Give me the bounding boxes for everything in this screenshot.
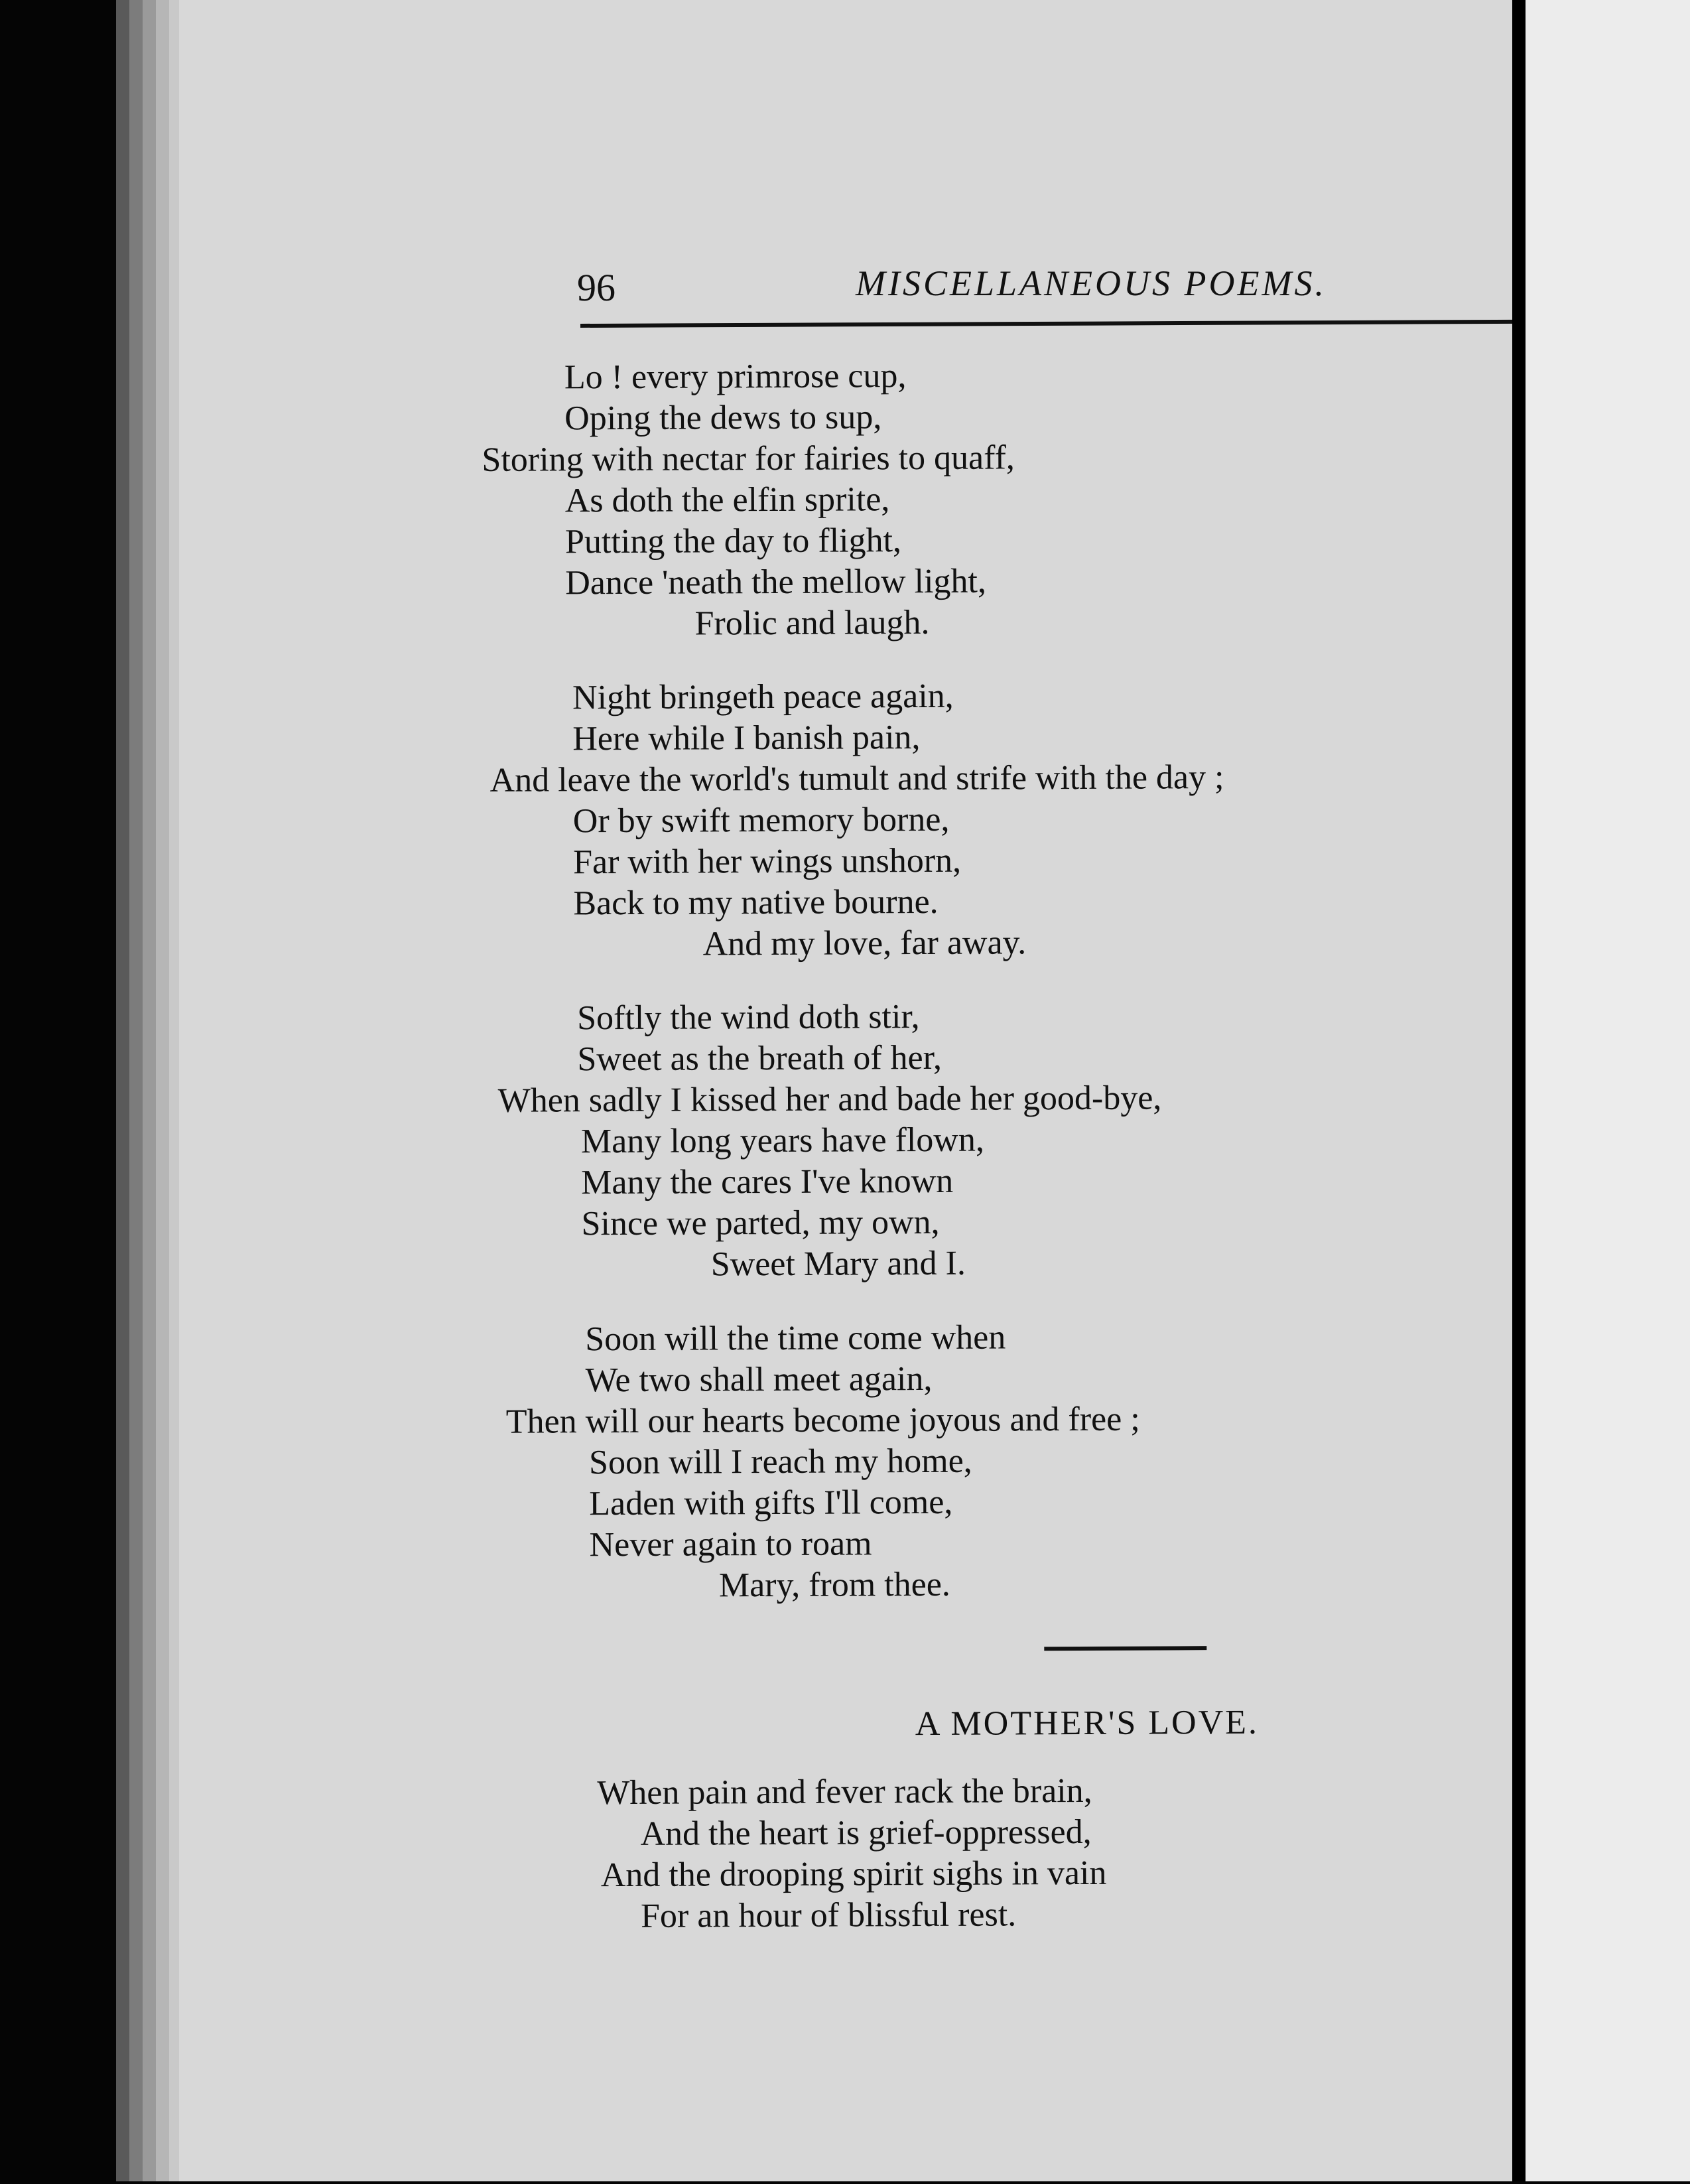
poem-line: Soon will the time come when (585, 1318, 1006, 1359)
page-edge (129, 0, 143, 2181)
poem-line: Sweet as the breath of her, (577, 1038, 942, 1079)
poem-line: Never again to roam (589, 1525, 872, 1564)
poem-line: Storing with nectar for fairies to quaff, (482, 439, 1015, 479)
book-page (179, 0, 1512, 2181)
section-separator (1044, 1646, 1206, 1651)
poem-line: When pain and fever rack the brain, (597, 1771, 1092, 1812)
gutter (1512, 0, 1526, 2181)
poem-line: Then will our hearts become joyous and free ; (505, 1400, 1140, 1441)
poem-line: And the heart is grief-oppressed, (640, 1812, 1092, 1853)
poem-line: Night bringeth peace again, (572, 677, 954, 717)
running-head: MISCELLANEOUS POEMS. (856, 263, 1327, 303)
poem-line: Here while I banish pain, (572, 718, 921, 758)
poem-line: Many the cares I've known (581, 1162, 954, 1202)
poem-line: And leave the world's tumult and strife with the day ; (489, 758, 1224, 799)
poem-line: And the drooping spirit sighs in vain (600, 1854, 1107, 1895)
page-edge (143, 0, 156, 2181)
poem-line: For an hour of blissful rest. (640, 1895, 1017, 1935)
poem-line: And my love, far away. (702, 923, 1027, 963)
poem-line: Frolic and laugh. (694, 603, 930, 643)
poem-title: A MOTHER'S LOVE. (915, 1703, 1260, 1743)
page-edge (116, 0, 129, 2181)
poem-line: Softly the wind doth stir, (577, 998, 920, 1038)
poem-line: Lo ! every primrose cup, (564, 357, 907, 397)
poem-line: When sadly I kissed her and bade her good-bye, (497, 1079, 1162, 1120)
poem-line: We two shall meet again, (585, 1359, 933, 1400)
page-edge (156, 0, 169, 2181)
poem-line: Back to my native bourne. (573, 882, 939, 923)
poem-text (174, 0, 1517, 2184)
poem-line: Laden with gifts I'll come, (589, 1483, 953, 1523)
poem-line: As doth the elfin sprite, (564, 480, 890, 520)
poem-line: Sweet Mary and I. (710, 1244, 966, 1284)
facing-page (1526, 0, 1690, 2181)
poem-line: Far with her wings unshorn, (572, 841, 962, 882)
page-number: 96 (577, 266, 616, 309)
poem-line: Mary, from thee. (718, 1565, 950, 1605)
poem-line: Since we parted, my own, (581, 1203, 940, 1243)
poem-line: Or by swift memory borne, (572, 800, 950, 841)
poem-line: Oping the dews to sup, (564, 398, 882, 438)
poem-line: Soon will I reach my home, (588, 1442, 972, 1482)
poem-line: Putting the day to flight, (564, 521, 902, 561)
poem-line: Dance 'neath the mellow light, (565, 562, 987, 602)
poem-line: Many long years have flown, (580, 1121, 985, 1161)
